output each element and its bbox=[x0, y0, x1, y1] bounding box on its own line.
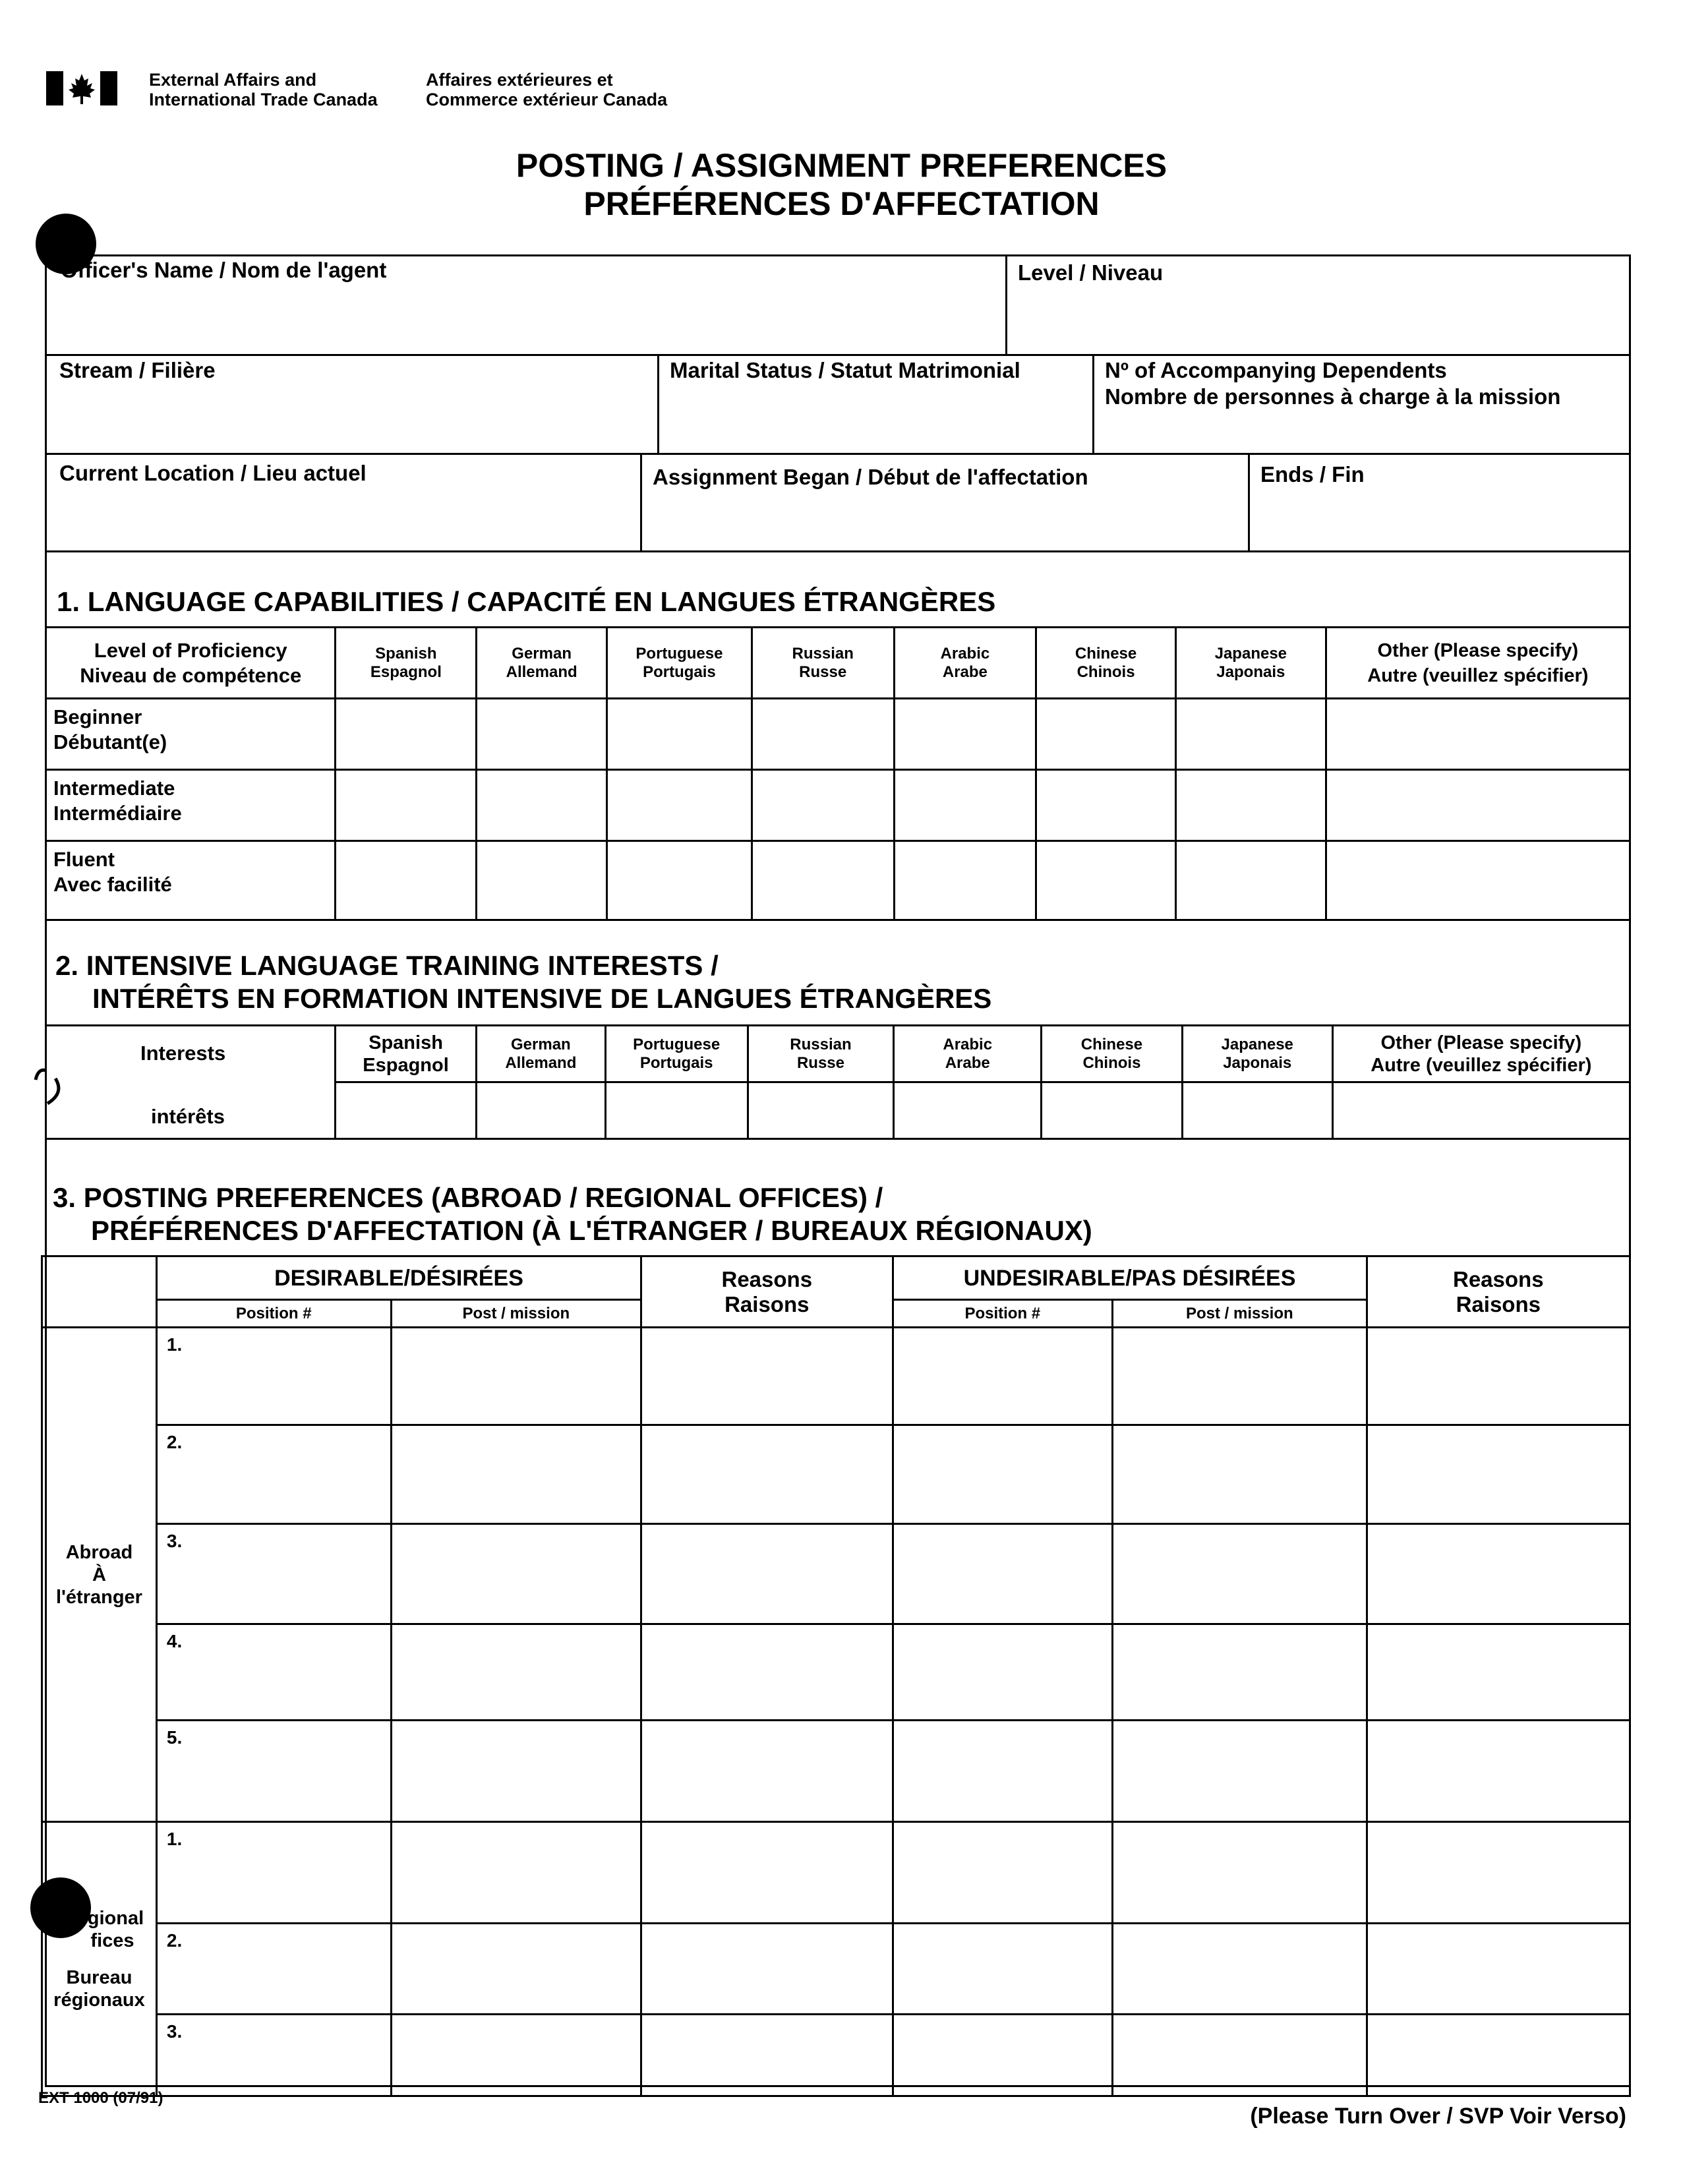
table-cell[interactable] bbox=[477, 699, 607, 770]
row-label-intermediate: Intermediate Intermédiaire bbox=[46, 770, 336, 841]
table-cell[interactable] bbox=[336, 699, 477, 770]
table-cell[interactable] bbox=[1113, 1328, 1367, 1425]
training-header-russian: Russian Russe bbox=[748, 1026, 894, 1082]
table-cell[interactable] bbox=[1326, 770, 1630, 841]
table-cell[interactable] bbox=[607, 699, 752, 770]
table-cell[interactable] bbox=[893, 1822, 1113, 1924]
training-header-japanese: Japanese Japonais bbox=[1182, 1026, 1332, 1082]
table-cell[interactable] bbox=[391, 1721, 641, 1822]
table-cell[interactable] bbox=[641, 1924, 893, 2015]
table-cell[interactable] bbox=[1367, 1924, 1630, 2015]
table-cell[interactable] bbox=[1036, 770, 1176, 841]
table-cell[interactable] bbox=[1042, 1082, 1183, 1139]
post-header: Post / mission bbox=[391, 1300, 641, 1328]
table-cell[interactable] bbox=[391, 1425, 641, 1524]
undesirable-header: UNDESIRABLE/PAS DÉSIRÉES bbox=[893, 1256, 1367, 1300]
table-cell[interactable] bbox=[477, 770, 607, 841]
table-cell[interactable] bbox=[1113, 1425, 1367, 1524]
language-training-table bbox=[45, 1024, 1631, 1140]
reasons-header: Reasons Raisons bbox=[1367, 1256, 1630, 1328]
table-cell[interactable] bbox=[1182, 1082, 1332, 1139]
abroad-label: Abroad À l'étranger bbox=[42, 1328, 157, 1822]
training-header-spanish: Spanish Espagnol bbox=[336, 1026, 477, 1082]
row-number: 1. bbox=[156, 1822, 391, 1924]
table-cell[interactable] bbox=[893, 1924, 1113, 2015]
canada-flag-logo bbox=[46, 71, 117, 105]
training-header-other: Other (Please specify) Autre (veuillez spécifier) bbox=[1332, 1026, 1630, 1082]
row-number: 3. bbox=[156, 1524, 391, 1624]
lang-header-japanese: Japanese Japonais bbox=[1175, 628, 1326, 699]
table-cell[interactable] bbox=[336, 770, 477, 841]
table-cell[interactable] bbox=[1332, 1082, 1630, 1139]
row-number: 5. bbox=[156, 1721, 391, 1822]
level-label: Level / Niveau bbox=[1018, 260, 1164, 285]
position-header: Position # bbox=[156, 1300, 391, 1328]
row-number: 2. bbox=[156, 1425, 391, 1524]
training-header-german: German Allemand bbox=[476, 1026, 605, 1082]
table-cell[interactable] bbox=[1175, 699, 1326, 770]
stream-label: Stream / Filière bbox=[59, 358, 216, 382]
interests-label: Interests intérêts bbox=[46, 1026, 336, 1139]
lang-header-other: Other (Please specify) Autre (veuillez spécifier) bbox=[1326, 628, 1630, 699]
table-cell[interactable] bbox=[1367, 1624, 1630, 1721]
table-cell[interactable] bbox=[748, 1082, 894, 1139]
table-cell[interactable] bbox=[641, 1524, 893, 1624]
table-cell[interactable] bbox=[391, 2015, 641, 2096]
handwritten-mark bbox=[30, 1061, 70, 1114]
table-cell[interactable] bbox=[752, 841, 894, 920]
row-number: 1. bbox=[156, 1328, 391, 1425]
table-cell[interactable] bbox=[1113, 1624, 1367, 1721]
current-location-label: Current Location / Lieu actuel bbox=[59, 461, 367, 485]
lang-header-german: German Allemand bbox=[477, 628, 607, 699]
officer-name-label: Officer's Name / Nom de l'agent bbox=[61, 258, 387, 282]
table-cell[interactable] bbox=[391, 1822, 641, 1924]
table-cell[interactable] bbox=[1175, 841, 1326, 920]
proficiency-header: Level of Proficiency Niveau de compétence bbox=[46, 628, 336, 699]
section2-title: 2. INTENSIVE LANGUAGE TRAINING INTERESTS / INTÉRÊTS EN FORMATION INTENSIVE DE LANGUES ÉTRANGÈRES bbox=[55, 950, 992, 1014]
assignment-began-label: Assignment Began / Début de l'affectation bbox=[653, 465, 1088, 489]
table-cell[interactable] bbox=[893, 1425, 1113, 1524]
marital-status-label: Marital Status / Statut Matrimonial bbox=[670, 358, 1020, 382]
table-cell[interactable] bbox=[476, 1082, 605, 1139]
language-capabilities-table bbox=[45, 626, 1631, 921]
lang-header-portuguese: Portuguese Portugais bbox=[607, 628, 752, 699]
table-cell[interactable] bbox=[1367, 1328, 1630, 1425]
table-cell[interactable] bbox=[607, 770, 752, 841]
table-cell[interactable] bbox=[752, 699, 894, 770]
table-cell[interactable] bbox=[893, 2015, 1113, 2096]
post-header: Post / mission bbox=[1113, 1300, 1367, 1328]
table-cell[interactable] bbox=[641, 1624, 893, 1721]
row-label-fluent: Fluent Avec facilité bbox=[46, 841, 336, 920]
training-header-portuguese: Portuguese Portugais bbox=[605, 1026, 748, 1082]
table-cell[interactable] bbox=[1036, 841, 1176, 920]
table-cell[interactable] bbox=[641, 2015, 893, 2096]
form-number: EXT 1000 (07/91) bbox=[38, 2089, 163, 2107]
org-name-fr: Affaires extérieures et Commerce extérieur Canada bbox=[426, 70, 668, 109]
lang-header-arabic: Arabic Arabe bbox=[894, 628, 1036, 699]
table-cell[interactable] bbox=[1367, 1822, 1630, 1924]
page-title-fr: PRÉFÉRENCES D'AFFECTATION bbox=[583, 185, 1100, 222]
empty-corner-cell bbox=[42, 1256, 157, 1328]
regional-offices-label: gional fices Bureau régionaux bbox=[42, 1822, 157, 2096]
table-cell[interactable] bbox=[893, 1721, 1113, 1822]
table-cell[interactable] bbox=[391, 1924, 641, 2015]
table-cell[interactable] bbox=[1367, 1721, 1630, 1822]
desirable-header: DESIRABLE/DÉSIRÉES bbox=[156, 1256, 641, 1300]
posting-preferences-table bbox=[41, 1255, 1631, 2097]
table-cell[interactable] bbox=[893, 1524, 1113, 1624]
lang-header-spanish: Spanish Espagnol bbox=[336, 628, 477, 699]
position-header: Position # bbox=[893, 1300, 1113, 1328]
table-cell[interactable] bbox=[391, 1624, 641, 1721]
training-header-chinese: Chinese Chinois bbox=[1042, 1026, 1183, 1082]
table-cell[interactable] bbox=[477, 841, 607, 920]
section3-title: 3. POSTING PREFERENCES (ABROAD / REGIONAL OFFICES) / PRÉFÉRENCES D'AFFECTATION (À L'ÉTRANGER / BUREAUX RÉGIONAUX) bbox=[53, 1182, 1092, 1246]
table-cell[interactable] bbox=[1326, 699, 1630, 770]
table-cell[interactable] bbox=[336, 841, 477, 920]
table-cell[interactable] bbox=[894, 770, 1036, 841]
table-cell[interactable] bbox=[893, 1624, 1113, 1721]
table-cell[interactable] bbox=[336, 1082, 477, 1139]
lang-header-chinese: Chinese Chinois bbox=[1036, 628, 1176, 699]
page-title-en: POSTING / ASSIGNMENT PREFERENCES bbox=[516, 147, 1167, 184]
table-cell[interactable] bbox=[1113, 1524, 1367, 1624]
reasons-header: Reasons Raisons bbox=[641, 1256, 893, 1328]
table-cell[interactable] bbox=[1175, 770, 1326, 841]
table-cell[interactable] bbox=[391, 1328, 641, 1425]
row-number: 4. bbox=[156, 1624, 391, 1721]
table-cell[interactable] bbox=[605, 1082, 748, 1139]
table-cell[interactable] bbox=[752, 770, 894, 841]
training-header-arabic: Arabic Arabe bbox=[894, 1026, 1042, 1082]
table-cell[interactable] bbox=[641, 1328, 893, 1425]
table-cell[interactable] bbox=[391, 1524, 641, 1624]
row-number: 3. bbox=[156, 2015, 391, 2096]
section1-title: 1. LANGUAGE CAPABILITIES / CAPACITÉ EN LANGUES ÉTRANGÈRES bbox=[57, 586, 996, 617]
table-cell[interactable] bbox=[641, 1425, 893, 1524]
table-cell[interactable] bbox=[1326, 841, 1630, 920]
table-cell[interactable] bbox=[893, 1328, 1113, 1425]
ends-label: Ends / Fin bbox=[1260, 462, 1365, 487]
table-cell[interactable] bbox=[1113, 2015, 1367, 2096]
org-name-en: External Affairs and International Trade Canada bbox=[149, 70, 378, 109]
table-cell[interactable] bbox=[607, 841, 752, 920]
table-cell[interactable] bbox=[894, 699, 1036, 770]
row-label-beginner: Beginner Débutant(e) bbox=[46, 699, 336, 770]
table-cell[interactable] bbox=[641, 1822, 893, 1924]
table-cell[interactable] bbox=[1367, 1524, 1630, 1624]
table-cell[interactable] bbox=[1113, 1822, 1367, 1924]
table-cell[interactable] bbox=[1113, 1721, 1367, 1822]
turn-over-note: (Please Turn Over / SVP Voir Verso) bbox=[1250, 2104, 1626, 2129]
table-cell[interactable] bbox=[1367, 2015, 1630, 2096]
table-cell[interactable] bbox=[1367, 1425, 1630, 1524]
row-number: 2. bbox=[156, 1924, 391, 2015]
dependents-label: Nº of Accompanying Dependents Nombre de personnes à charge à la mission bbox=[1105, 358, 1561, 409]
table-cell[interactable] bbox=[894, 841, 1036, 920]
table-cell[interactable] bbox=[641, 1721, 893, 1822]
table-cell[interactable] bbox=[1113, 1924, 1367, 2015]
table-cell[interactable] bbox=[1036, 699, 1176, 770]
lang-header-russian: Russian Russe bbox=[752, 628, 894, 699]
table-cell[interactable] bbox=[894, 1082, 1042, 1139]
